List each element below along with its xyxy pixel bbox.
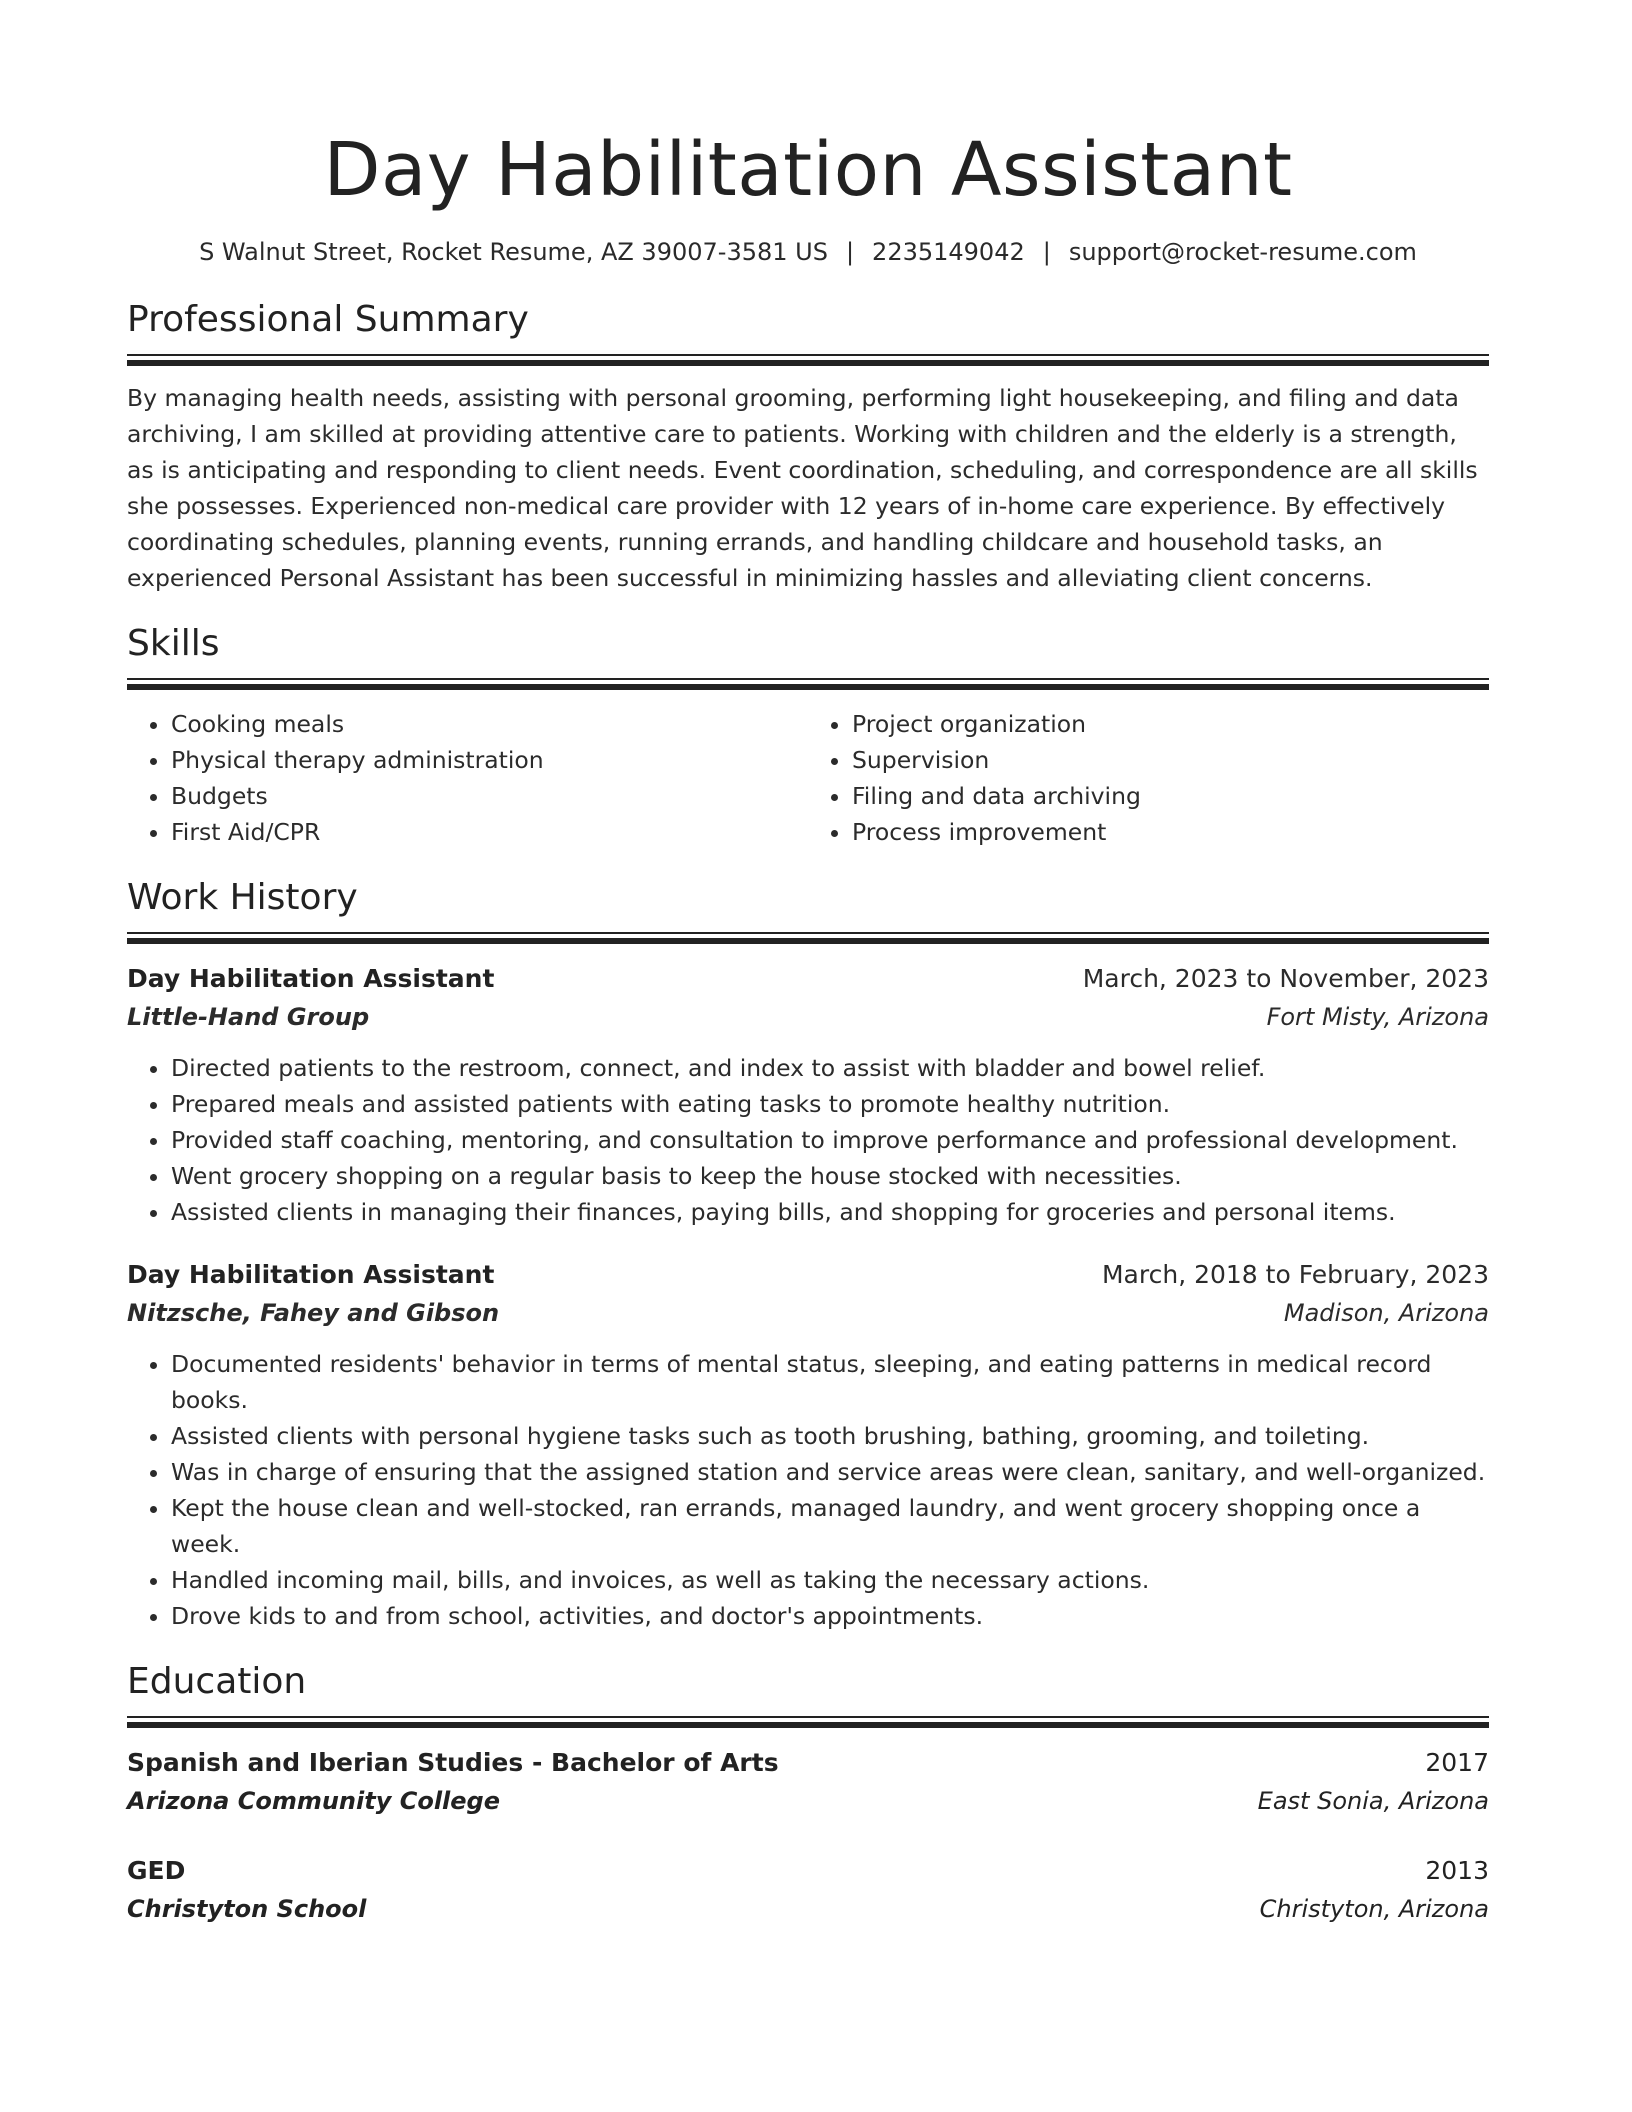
skill-item: • Physical therapy administration	[171, 742, 808, 778]
job-header	[127, 960, 1489, 998]
job-company: Little-Hand Group	[127, 1003, 370, 1031]
contact-address: S Walnut Street, Rocket Resume, AZ 39007-3581 US	[199, 238, 828, 266]
job-bullet: • Directed patients to the restroom, connect, and index to assist with bladder and bowel relief.	[171, 1050, 1489, 1086]
job-bullet: • Provided staff coaching, mentoring, and consultation to improve performance and professional development.	[171, 1122, 1489, 1158]
summary-heading: Professional Summary	[127, 299, 529, 340]
education-year: 2013	[1425, 1856, 1489, 1885]
job-bullet: • Handled incoming mail, bills, and invoices, as well as taking the necessary actions.	[171, 1562, 1489, 1598]
education-location: East Sonia, Arizona	[1257, 1787, 1489, 1815]
skill-item: • Project organization	[852, 706, 1489, 742]
skills-heading: Skills	[127, 623, 220, 664]
education-subheader	[127, 1782, 1489, 1820]
work-heading: Work History	[127, 877, 358, 918]
skill-item: • Cooking meals	[171, 706, 808, 742]
education-school: Arizona Community College	[127, 1787, 501, 1815]
education-degree: Spanish and Iberian Studies - Bachelor of Arts	[127, 1748, 779, 1777]
contact-separator: |	[1042, 238, 1051, 266]
skills-columns	[127, 706, 1489, 850]
job-title: Day Habilitation Assistant	[127, 964, 495, 993]
education-entry	[127, 1852, 1489, 1928]
job-bullets	[127, 1346, 1489, 1634]
skill-item: • First Aid/CPR	[171, 814, 808, 850]
education-heading: Education	[127, 1661, 307, 1702]
job-entry	[127, 1256, 1489, 1634]
candidate-name: Day Habilitation Assistant	[323, 127, 1293, 213]
section-divider	[127, 678, 1489, 690]
skills-list-left	[127, 706, 808, 850]
job-bullet: • Drove kids to and from school, activities, and doctor's appointments.	[171, 1598, 1489, 1634]
job-subheader	[127, 1294, 1489, 1332]
job-bullet: • Assisted clients with personal hygiene tasks such as tooth brushing, bathing, grooming, and toileting.	[171, 1418, 1489, 1454]
job-header	[127, 1256, 1489, 1294]
job-entry	[127, 960, 1489, 1230]
work-section	[127, 876, 1489, 1634]
education-degree: GED	[127, 1856, 186, 1885]
resume-page	[127, 0, 1489, 1928]
job-bullet: • Assisted clients in managing their finances, paying bills, and shopping for groceries and personal items.	[171, 1194, 1489, 1230]
education-school: Christyton School	[127, 1895, 367, 1923]
section-divider	[127, 1716, 1489, 1728]
job-dates: March, 2023 to November, 2023	[1082, 964, 1489, 993]
job-bullet: • Prepared meals and assisted patients with eating tasks to promote healthy nutrition.	[171, 1086, 1489, 1122]
job-bullet: • Documented residents' behavior in terms of mental status, sleeping, and eating patterns in medical record books.	[171, 1346, 1489, 1418]
skill-item: • Process improvement	[852, 814, 1489, 850]
education-location: Christyton, Arizona	[1259, 1895, 1489, 1923]
contact-line	[127, 236, 1489, 268]
job-dates: March, 2018 to February, 2023	[1101, 1260, 1489, 1289]
job-bullet: • Went grocery shopping on a regular basis to keep the house stocked with necessities.	[171, 1158, 1489, 1194]
education-year: 2017	[1425, 1748, 1489, 1777]
skill-item: • Filing and data archiving	[852, 778, 1489, 814]
section-divider	[127, 932, 1489, 944]
job-location: Fort Misty, Arizona	[1266, 1003, 1489, 1031]
job-bullet: • Kept the house clean and well-stocked, ran errands, managed laundry, and went grocery shopping once a week.	[171, 1490, 1489, 1562]
contact-separator: |	[845, 238, 855, 266]
education-header	[127, 1852, 1489, 1890]
skills-section	[127, 622, 1489, 850]
summary-section	[127, 298, 1489, 596]
contact-email[interactable]: support@rocket-resume.com	[1068, 238, 1417, 266]
summary-text: By managing health needs, assisting with personal grooming, performing light housekeeping, and filing and data archiving, I am skilled at providing attentive care to patients. Working with children and the elderly is a strength, as is anticipating and responding to client needs. Event coordination, scheduling, and correspondence are all skills she possesses. Experienced non-medical care provider with 12 years of in-home care experience. By effectively coordinating schedules, planning events, running errands, and handling childcare and household tasks, an experienced Personal Assistant has been successful in minimizing hassles and alleviating client concerns.	[127, 384, 1478, 592]
job-location: Madison, Arizona	[1283, 1299, 1489, 1327]
education-entry	[127, 1744, 1489, 1820]
job-bullet: • Was in charge of ensuring that the assigned station and service areas were clean, sanitary, and well-organized.	[171, 1454, 1489, 1490]
education-section	[127, 1660, 1489, 1928]
education-header	[127, 1744, 1489, 1782]
job-subheader	[127, 998, 1489, 1036]
skill-item: • Budgets	[171, 778, 808, 814]
contact-phone: 2235149042	[872, 238, 1025, 266]
skills-list-right	[808, 706, 1489, 850]
job-company: Nitzsche, Fahey and Gibson	[127, 1299, 500, 1327]
job-title: Day Habilitation Assistant	[127, 1260, 495, 1289]
skill-item: • Supervision	[852, 742, 1489, 778]
education-subheader	[127, 1890, 1489, 1928]
section-divider	[127, 354, 1489, 366]
job-bullets	[127, 1050, 1489, 1230]
